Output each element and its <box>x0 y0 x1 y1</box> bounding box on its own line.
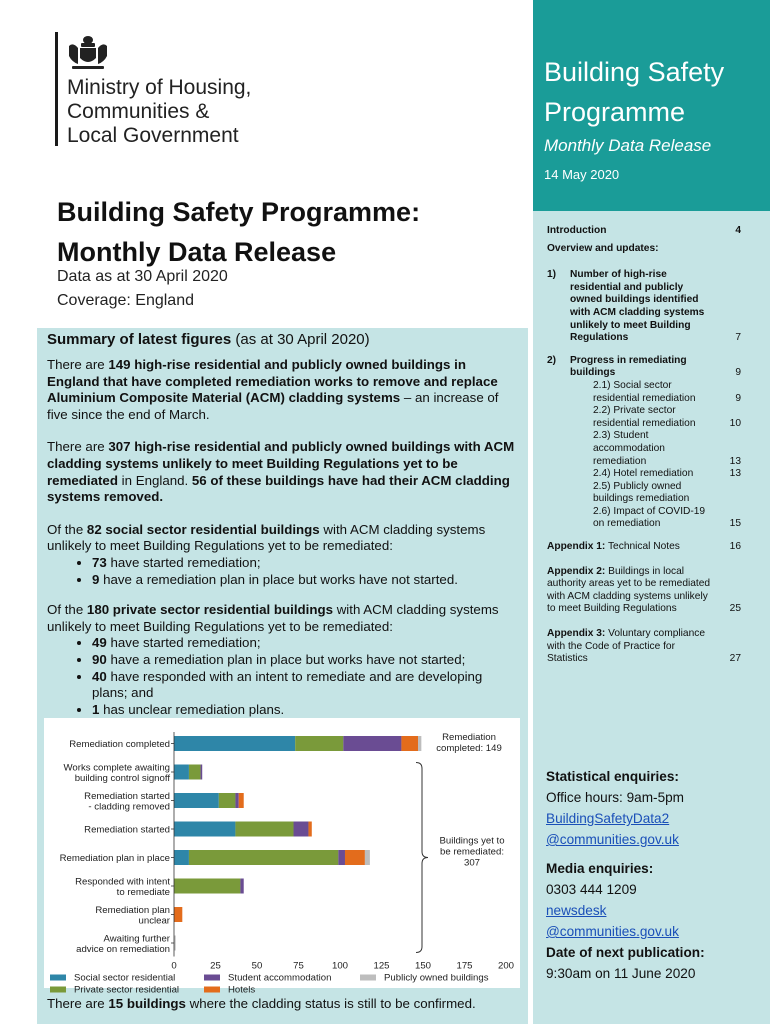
bullet-number: 9 <box>92 571 100 587</box>
list-item <box>92 555 521 572</box>
list-item <box>92 635 521 652</box>
toc-appendix-1-page: 16 <box>729 541 741 553</box>
bar-segment <box>308 822 311 837</box>
legend-swatch <box>204 975 220 981</box>
data-as-at: Data as at 30 April 2020 <box>57 268 228 285</box>
category-label: unclear <box>138 915 170 927</box>
document-title-line-1: Building Safety Programme: <box>57 197 421 227</box>
bar-segment <box>174 907 182 922</box>
media-email-link[interactable] <box>546 903 679 939</box>
toc-sub-2-2[interactable] <box>593 405 747 430</box>
bar-segment <box>240 879 243 894</box>
bullet-number: 40 <box>92 668 107 684</box>
yet-to-remediate-annotation: Buildings yet to <box>439 835 505 847</box>
statistics-email-part-1: BuildingSafetyData2 <box>546 811 670 826</box>
yet-to-remediate-annotation: 307 <box>463 857 481 869</box>
text-run: – an increase of five since the end of March. <box>47 390 499 422</box>
toc-item-1[interactable] <box>547 269 747 345</box>
x-tick-label: 150 <box>414 960 432 972</box>
category-label: Remediation started <box>84 790 170 802</box>
category-label: Remediation plan <box>95 904 170 916</box>
text-run: There are <box>47 996 105 1011</box>
toc-overview: Overview and updates: <box>547 242 659 254</box>
bar-segment <box>235 822 293 837</box>
category-label: Responded with intent <box>75 876 170 888</box>
bar-segment <box>174 822 235 837</box>
banner-subtitle: Monthly Data Release <box>544 136 712 155</box>
summary-heading-date: (as at 30 April 2020) <box>235 331 370 348</box>
legend-label: Private sector residential <box>74 984 180 996</box>
toc-item-1-page: 7 <box>735 332 741 344</box>
bullet-text: have started remediation; <box>110 554 261 570</box>
category-label: building control signoff <box>74 772 170 784</box>
category-label: Remediation started <box>84 824 170 836</box>
toc-appendix-3-tag: Appendix 3: <box>547 628 606 640</box>
toc-sub-label: 2.5) Publicly owned buildings remediation <box>593 480 690 505</box>
toc-subsections <box>547 380 747 531</box>
toc-sub-2-5[interactable] <box>593 481 747 506</box>
social-sector-list <box>47 555 521 588</box>
category-label: Remediation completed <box>69 739 170 750</box>
toc-sub-2-6[interactable] <box>593 506 747 531</box>
completed-annotation: Remediation <box>442 732 496 743</box>
bar-segment <box>174 736 295 751</box>
toc-sub-page: 15 <box>729 518 741 530</box>
toc-appendix-2-label: Buildings in local authority areas yet to be remediated with ACM cladding systems unlikely to meet Building Regulations <box>547 565 711 615</box>
category-label: to remediate <box>116 886 170 898</box>
social-sector-paragraph <box>47 522 521 555</box>
category-label: Awaiting further <box>103 933 170 945</box>
bar-segment <box>174 765 189 780</box>
bar-segment <box>174 793 219 808</box>
bullet-text: have started remediation; <box>110 635 261 651</box>
x-tick-label: 25 <box>210 960 221 972</box>
legend-swatch <box>204 987 220 993</box>
summary-heading-bold: Summary of latest figures <box>47 331 232 348</box>
yet-to-remediate-annotation: be remediated: <box>440 846 504 858</box>
bar-segment <box>401 736 418 751</box>
toc-item-2-number: 2) <box>547 354 557 366</box>
toc-introduction[interactable] <box>547 225 747 238</box>
bullet-text: have responded with an intent to remediate and are developing plans; and <box>92 668 483 701</box>
text-run-bold: 307 high-rise residential and publicly owned buildings with ACM cladding systems unlikely to meet Building Regulations yet to be remediated <box>47 439 515 488</box>
bar-segment <box>365 850 370 865</box>
summary-heading <box>47 331 370 348</box>
legend-swatch <box>50 987 66 993</box>
toc-item-1-number: 1) <box>547 269 557 281</box>
bar-segment <box>189 850 338 865</box>
table-of-contents <box>547 225 747 666</box>
bar-segment <box>295 736 343 751</box>
bracket-brace <box>416 763 428 953</box>
toc-appendix-3[interactable] <box>547 628 747 666</box>
royal-crest-icon <box>66 34 110 72</box>
toc-sub-page: 9 <box>735 392 741 404</box>
toc-sub-label: 2.3) Student accommodation remediation <box>593 430 665 467</box>
banner-title-line-1: Building Safety <box>544 57 725 87</box>
legend-swatch <box>50 975 66 981</box>
text-run: with ACM cladding systems unlikely to meet Building Regulations yet to be remediated: <box>47 521 486 554</box>
x-tick-label: 0 <box>171 960 177 972</box>
text-run-bold: 149 high-rise residential and publicly owned buildings in England that have completed remediation works to remove and replace Aluminium Composite Material (ACM) cladding systems <box>47 357 498 406</box>
text-run: where the cladding status is still to be confirmed. <box>189 996 476 1011</box>
text-run: There are <box>47 439 105 455</box>
toc-item-2-label: Progress in remediating buildings <box>570 354 687 379</box>
x-tick-label: 175 <box>456 960 473 972</box>
toc-item-2[interactable] <box>547 355 747 380</box>
remediation-status-chart <box>44 718 520 996</box>
legend-label: Student accommodation <box>228 972 332 984</box>
text-run: in England. <box>121 472 189 488</box>
org-name-line-2: Communities & <box>67 100 210 123</box>
bullet-text: have a remediation plan in place but works have not started. <box>103 571 458 587</box>
toc-appendix-3-label: Voluntary compliance with the Code of Practice for Statistics <box>547 628 705 665</box>
toc-sub-page: 10 <box>729 417 741 429</box>
category-label: advice on remediation <box>76 943 170 955</box>
media-email-part-1: newsdesk <box>546 903 607 918</box>
statistics-email-link[interactable] <box>546 811 679 847</box>
text-run-bold: 56 of these buildings have had their ACM cladding systems removed. <box>47 472 510 505</box>
statistical-enquiries-heading: Statistical enquiries: <box>546 769 679 784</box>
list-item <box>92 572 521 589</box>
summary-remaining-paragraph <box>47 439 521 505</box>
org-name-line-3: Local Government <box>67 124 239 147</box>
summary-body <box>47 357 521 718</box>
text-run: Of the <box>47 602 84 618</box>
private-sector-list <box>47 635 521 718</box>
list-item <box>92 702 521 719</box>
bullet-number: 90 <box>92 651 107 667</box>
logo-divider <box>55 32 58 146</box>
bar-segment <box>294 822 309 837</box>
toc-sub-page: 13 <box>729 455 741 467</box>
category-label: Remediation plan in place <box>59 853 170 864</box>
x-tick-label: 50 <box>251 960 263 972</box>
x-tick-label: 200 <box>497 960 515 972</box>
list-item <box>92 669 521 702</box>
toc-appendix-1[interactable] <box>547 541 747 554</box>
bullet-number: 73 <box>92 554 107 570</box>
next-publication-date: 9:30am on 11 June 2020 <box>546 966 696 981</box>
toc-sub-label: 2.4) Hotel remediation <box>593 468 694 480</box>
legend-label: Social sector residential <box>74 972 176 984</box>
enquiries-panel <box>546 766 756 984</box>
toc-appendix-3-page: 27 <box>729 653 741 665</box>
legend-swatch <box>360 975 376 981</box>
media-email-part-2: @communities.gov.uk <box>546 924 679 939</box>
bar-segment <box>345 850 365 865</box>
toc-appendix-1-tag: Appendix 1: <box>547 541 606 553</box>
category-label: - cladding removed <box>88 801 170 813</box>
organisation-name <box>67 76 251 148</box>
coverage: Coverage: England <box>57 292 194 309</box>
bar-segment <box>219 793 236 808</box>
list-item <box>92 652 521 669</box>
office-hours: Office hours: 9am-5pm <box>546 790 685 805</box>
toc-introduction-label: Introduction <box>547 225 607 236</box>
x-tick-label: 75 <box>293 960 304 972</box>
category-label: Works complete awaiting <box>63 762 170 774</box>
toc-item-1-label: Number of high-rise residential and publicly owned buildings identified with ACM cladding systems unlikely to meet Building Regulations <box>570 269 705 344</box>
text-run-bold: 15 buildings <box>108 996 186 1011</box>
text-run-bold: 180 private sector residential buildings <box>86 602 333 618</box>
toc-item-2-page: 9 <box>735 367 741 379</box>
text-run: with ACM cladding systems unlikely to meet Building Regulations yet to be remediated: <box>47 602 499 634</box>
legend-label: Hotels <box>228 984 256 996</box>
toc-appendix-2-tag: Appendix 2: <box>547 565 606 577</box>
toc-introduction-page: 4 <box>735 225 741 236</box>
bar-segment <box>189 765 201 780</box>
bar-segment <box>343 736 401 751</box>
document-title-line-2: Monthly Data Release <box>57 237 337 267</box>
media-enquiries-heading: Media enquiries: <box>546 861 654 876</box>
org-name-line-1: Ministry of Housing, <box>67 76 252 99</box>
bullet-number: 1 <box>92 701 100 717</box>
banner-title <box>544 52 764 132</box>
x-tick-label: 125 <box>373 960 390 972</box>
media-phone: 0303 444 1209 <box>546 882 637 897</box>
unconfirmed-buildings-note <box>47 996 476 1011</box>
bar-segment <box>338 850 345 865</box>
toc-sub-2-1[interactable] <box>593 380 747 405</box>
toc-sub-label: 2.6) Impact of COVID-19 on remediation <box>593 505 706 530</box>
bullet-text: has unclear remediation plans. <box>103 701 285 717</box>
bullet-text: have a remediation plan in place but works have not started; <box>110 651 466 667</box>
text-run: Of the <box>47 521 84 537</box>
bar-segment <box>239 793 244 808</box>
document-title <box>57 192 420 272</box>
toc-sub-label: 2.2) Private sector residential remediation <box>593 405 696 429</box>
toc-appendix-2-page: 25 <box>729 603 741 615</box>
toc-sub-page: 13 <box>729 468 741 480</box>
private-sector-paragraph <box>47 602 521 635</box>
text-run-bold: 82 social sector residential buildings <box>86 521 320 537</box>
next-publication-heading: Date of next publication: <box>546 945 705 960</box>
legend-label: Publicly owned buildings <box>384 972 489 984</box>
toc-sub-label: 2.1) Social sector residential remediation <box>593 379 696 404</box>
toc-sub-2-4[interactable] <box>593 468 747 481</box>
toc-appendix-1-label: Technical Notes <box>607 541 680 553</box>
bar-segment <box>201 765 203 780</box>
bar-segment <box>174 850 189 865</box>
toc-appendix-2[interactable] <box>547 566 747 616</box>
toc-sub-2-3[interactable] <box>593 430 747 468</box>
bar-segment <box>235 793 238 808</box>
completed-annotation: completed: 149 <box>436 743 502 754</box>
bar-segment <box>418 736 421 751</box>
statistics-email-part-2: @communities.gov.uk <box>546 832 679 847</box>
bar-segment <box>174 879 240 894</box>
banner-title-line-2: Programme <box>544 97 686 127</box>
text-run: There are <box>47 357 105 372</box>
bullet-number: 49 <box>92 635 107 651</box>
x-tick-label: 100 <box>331 960 349 972</box>
release-date: 14 May 2020 <box>544 167 620 182</box>
summary-completed-paragraph <box>47 357 521 423</box>
